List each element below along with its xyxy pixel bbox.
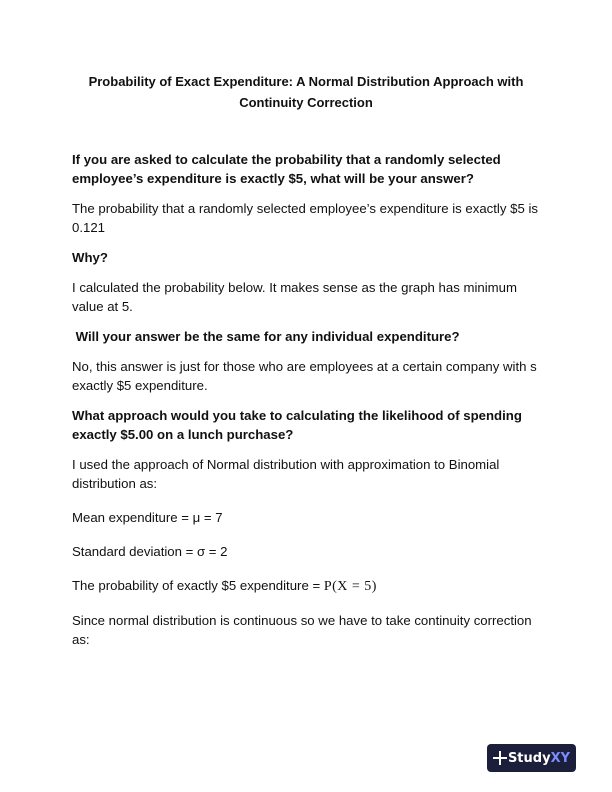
document-body bbox=[72, 150, 544, 660]
sd-line: Standard deviation = σ = 2 bbox=[72, 544, 228, 559]
document-title bbox=[60, 71, 552, 113]
probability-label: The probability of exactly $5 expenditure = bbox=[72, 578, 324, 593]
continuity-line: Since normal distribution is continuous so we have to take continuity correction as: bbox=[72, 613, 532, 647]
mean-line: Mean expenditure = μ = 7 bbox=[72, 510, 223, 525]
question-2: Why? bbox=[72, 250, 108, 265]
title-line-1: Probability of Exact Expenditure: A Normal Distribution Approach with bbox=[88, 74, 524, 89]
answer-4: I used the approach of Normal distribution with approximation to Binomial distribution as: bbox=[72, 457, 500, 491]
answer-1: The probability that a randomly selected employee’s expenditure is exactly $5 is 0.121 bbox=[72, 201, 538, 235]
question-3: Will your answer be the same for any individual expenditure? bbox=[72, 329, 460, 344]
answer-3: No, this answer is just for those who are employees at a certain company with s exactly $5 expenditure. bbox=[72, 359, 537, 393]
title-line-2: Continuity Correction bbox=[239, 95, 373, 110]
probability-formula: P(X = 5) bbox=[323, 579, 377, 594]
question-4: What approach would you take to calculating the likelihood of spending exactly $5.00 on a lunch purchase? bbox=[72, 408, 522, 442]
probability-line bbox=[72, 576, 544, 596]
studyxy-badge[interactable] bbox=[487, 744, 576, 772]
question-1: If you are asked to calculate the probability that a randomly selected employee’s expenditure is exactly $5, what will be your answer? bbox=[72, 152, 501, 186]
badge-brand-main: Study bbox=[507, 750, 551, 766]
badge-brand-accent: XY bbox=[550, 750, 570, 766]
plus-icon bbox=[493, 751, 502, 765]
badge-brand bbox=[508, 751, 570, 766]
answer-2: I calculated the probability below. It makes sense as the graph has minimum value at 5. bbox=[72, 280, 517, 314]
